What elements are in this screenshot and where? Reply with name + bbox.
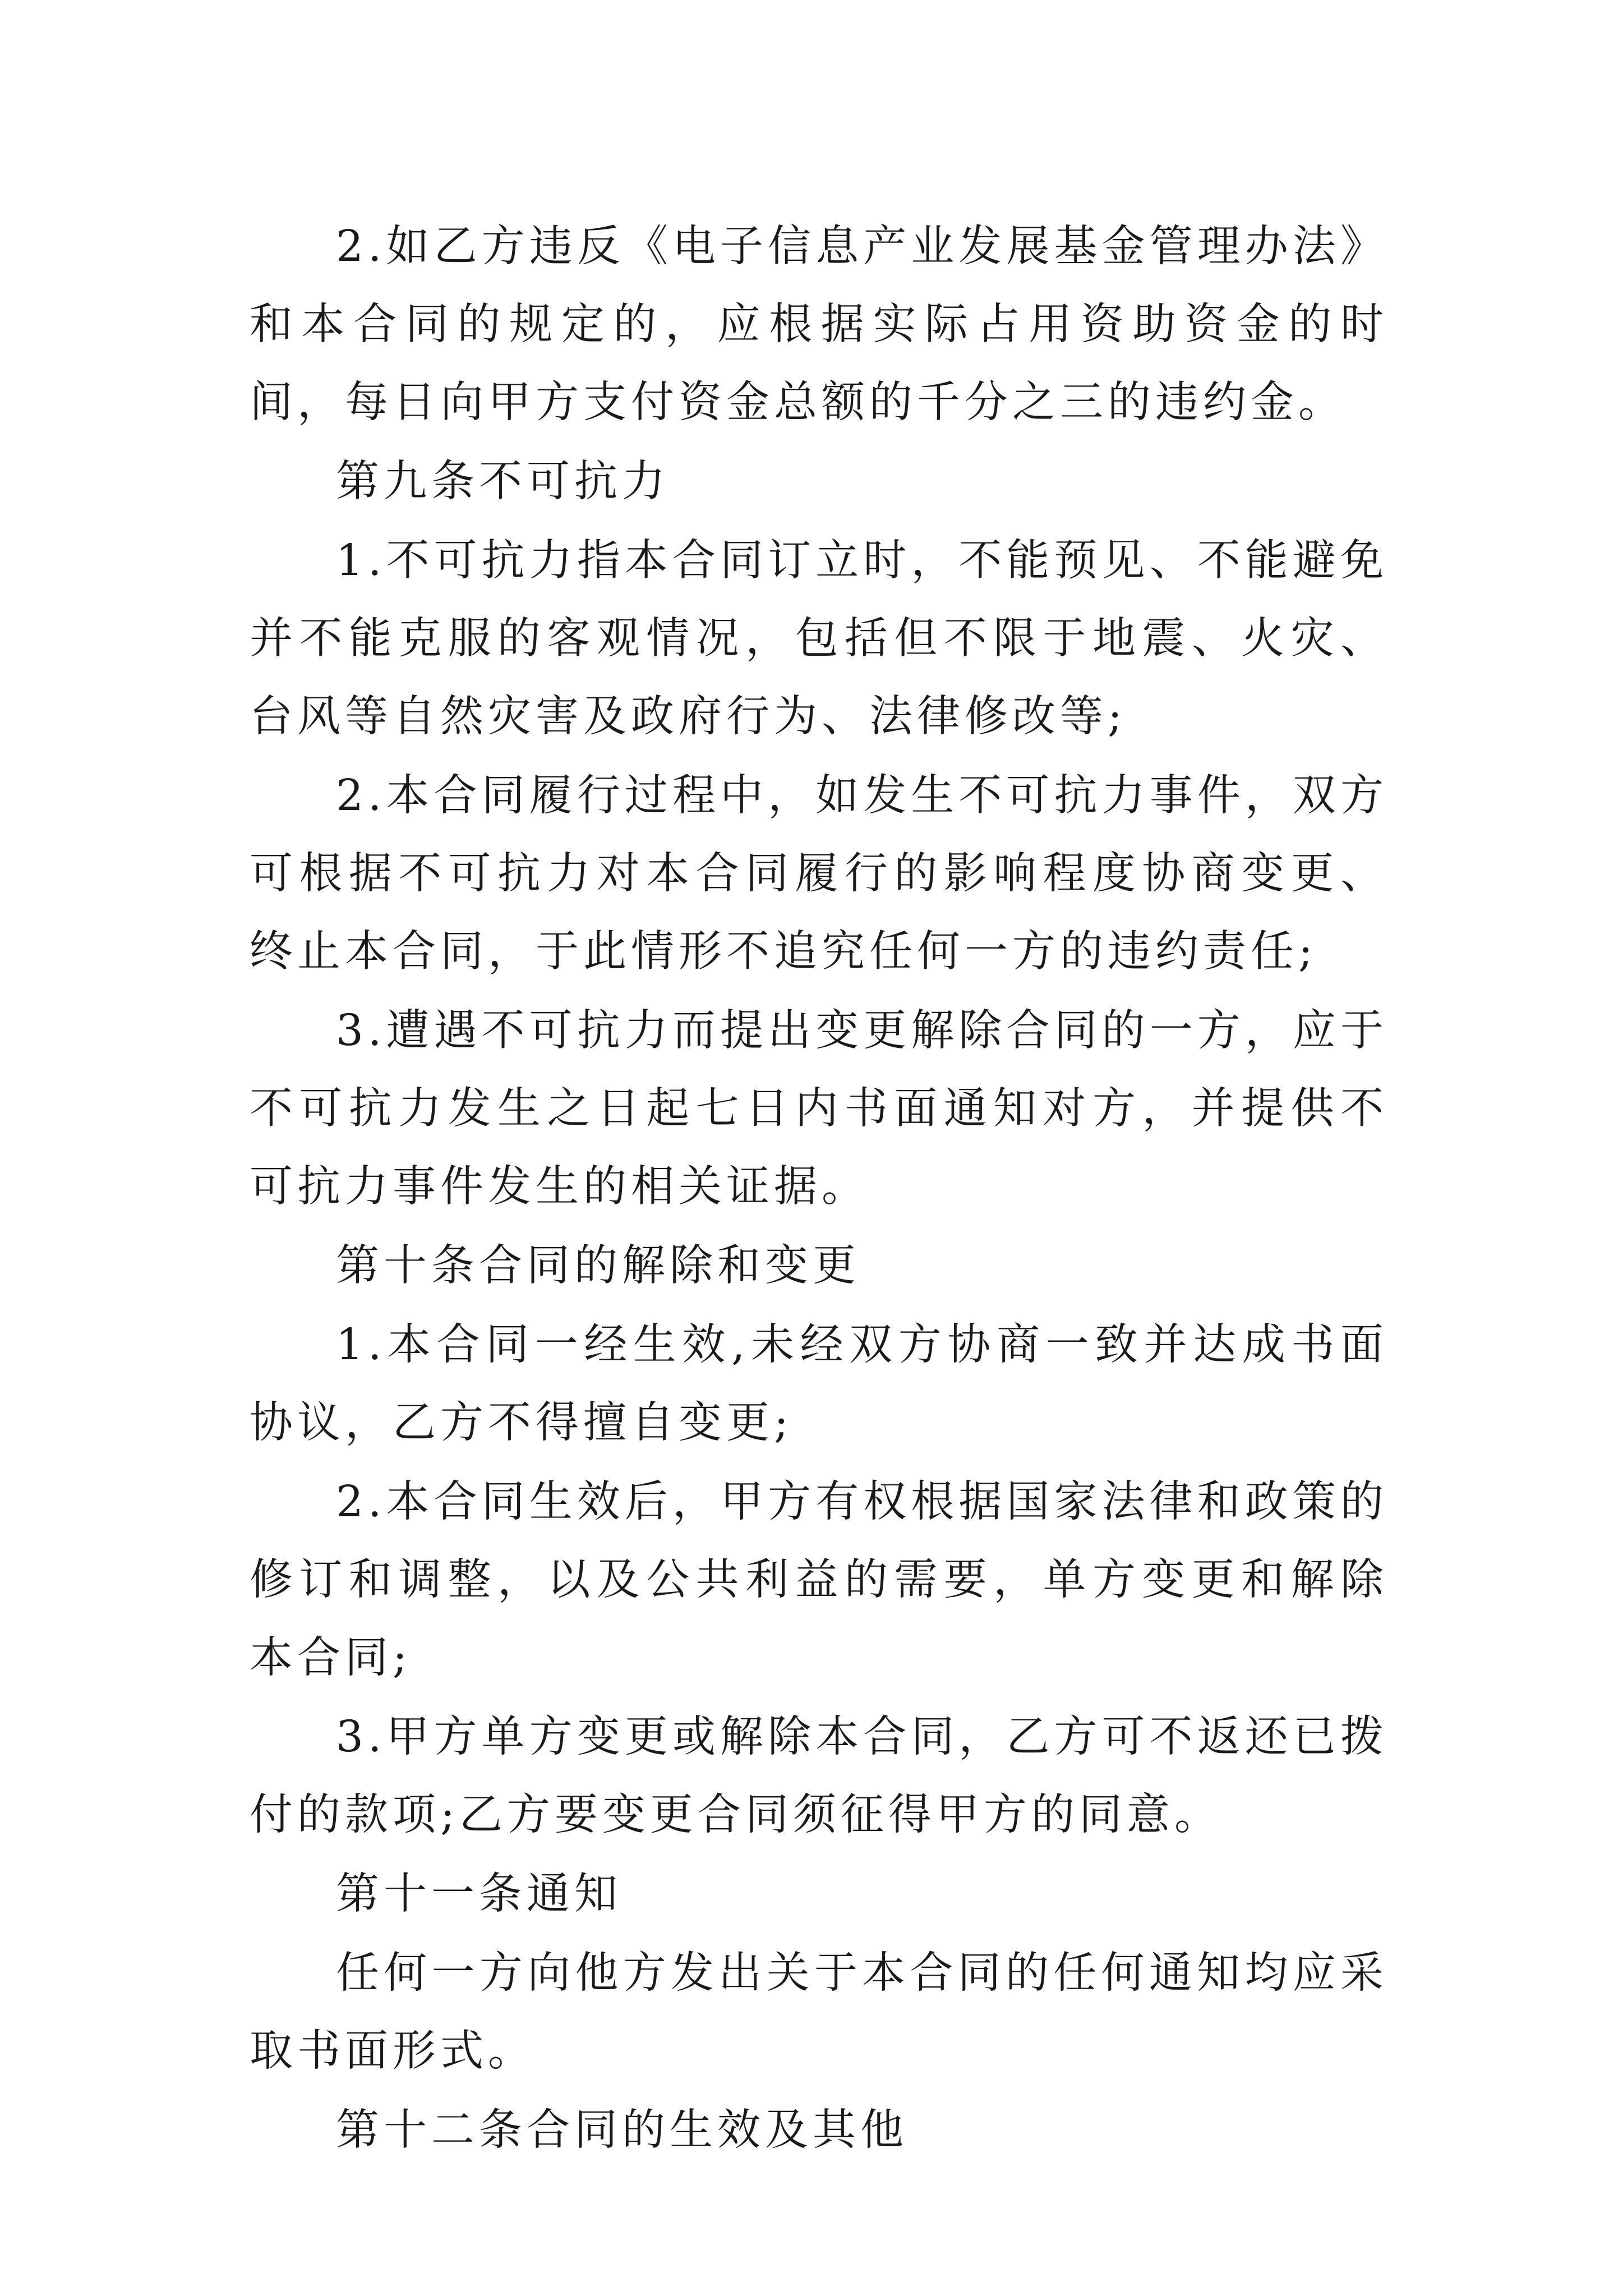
clause-9-3: 3.遭遇不可抗力而提出变更解除合同的一方，应于不可抗力发生之日起七日内书面通知对方，并提供不可抗力事件发生的相关证据。 (250, 1006, 1388, 1212)
heading-article-10: 第十条合同的解除和变更 (336, 1241, 860, 1291)
clause-10-3: 3.甲方单方变更或解除本合同，乙方可不返还已拨付的款项;乙方要变更合同须征得甲方的同意。 (250, 1712, 1388, 1840)
clause-8-2: 2.如乙方违反《电子信息产业发展基金管理办法》和本合同的规定的，应根据实际占用资助资金的时间，每日向甲方支付资金总额的千分之三的违约金。 (250, 222, 1388, 427)
heading-article-12: 第十二条合同的生效及其他 (336, 2105, 908, 2155)
clause-9-1: 1.不可抗力指本合同订立时，不能预见、不能避免并不能克服的客观情况，包括但不限于地震、火灾、台风等自然灾害及政府行为、法律修改等; (250, 536, 1388, 742)
clause-9-2: 2.本合同履行过程中，如发生不可抗力事件，双方可根据不可抗力对本合同履行的影响程度协商变更、终止本合同，于此情形不追究任何一方的违约责任; (250, 771, 1388, 977)
heading-article-9: 第九条不可抗力 (336, 457, 670, 507)
clause-10-2: 2.本合同生效后，甲方有权根据国家法律和政策的修订和调整，以及公共利益的需要，单方变更和解除本合同; (250, 1477, 1388, 1683)
heading-article-11: 第十一条通知 (336, 1869, 622, 1919)
clause-10-1: 1.本合同一经生效,未经双方协商一致并达成书面协议，乙方不得擅自变更; (250, 1320, 1388, 1448)
clause-11-text: 任何一方向他方发出关于本合同的任何通知均应采取书面形式。 (250, 1948, 1388, 2076)
document-body (250, 208, 1388, 2170)
